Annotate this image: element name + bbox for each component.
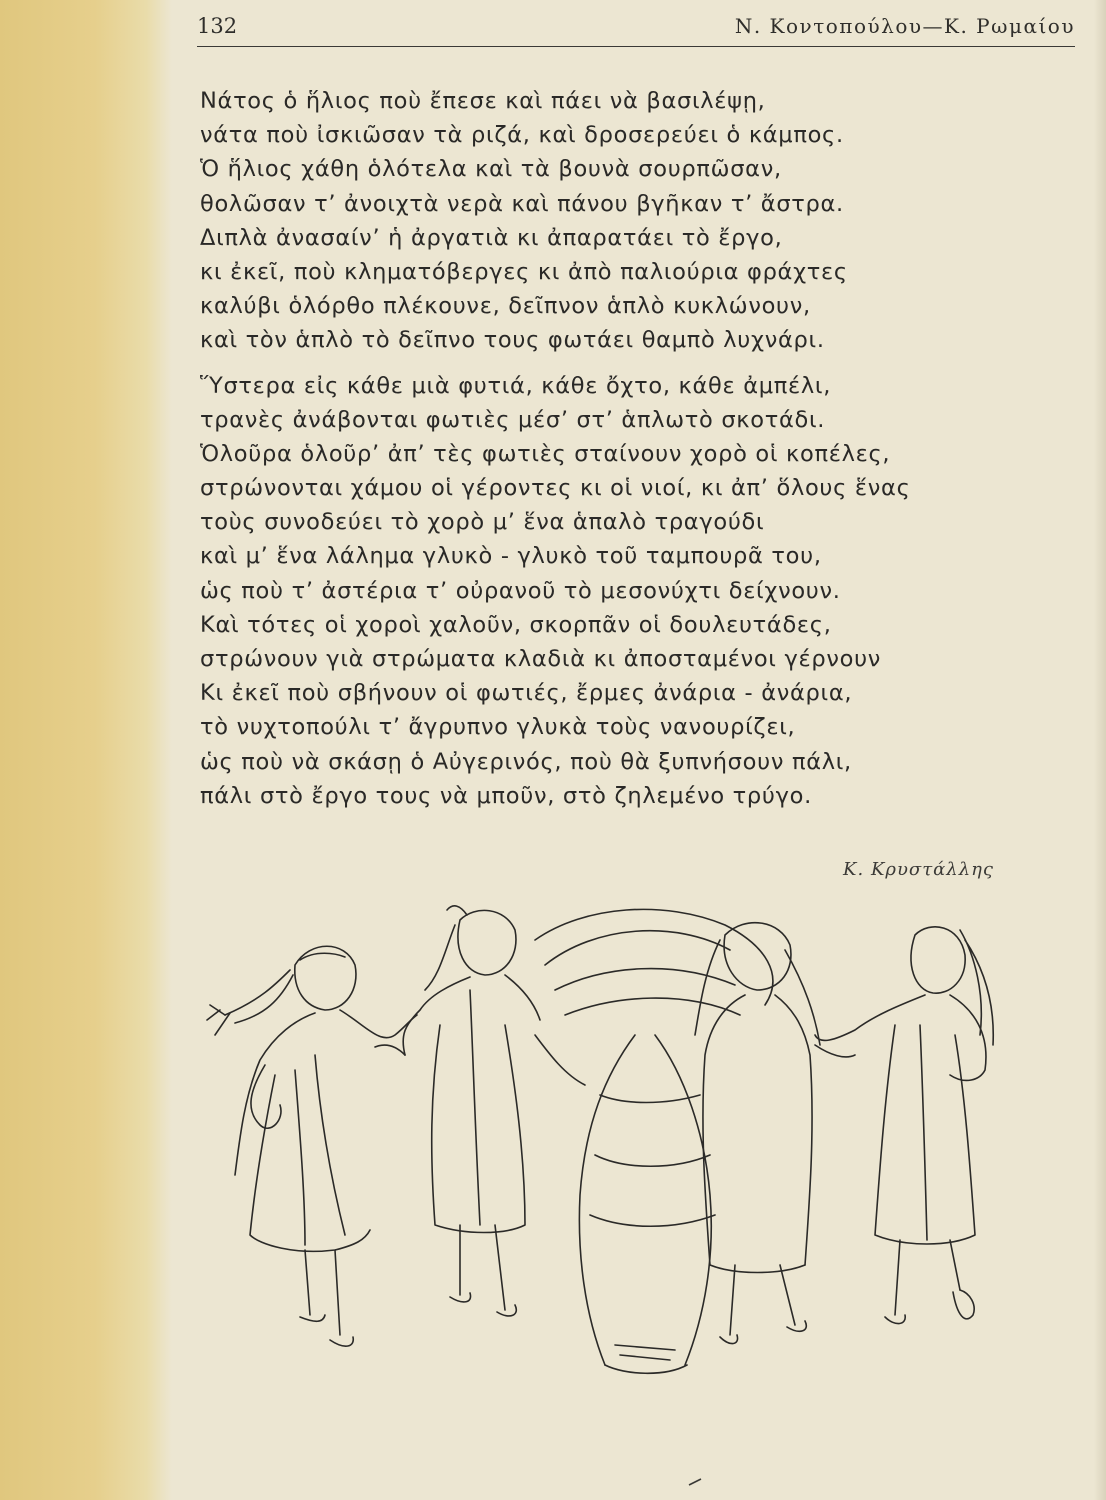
stanza-2	[200, 369, 1080, 813]
dancer-4	[695, 923, 855, 1344]
poem-line: τρανὲς ἀνάβονται φωτιὲς μέσ’ στ’ ἁπλωτὸ σκοτάδι.	[200, 406, 826, 433]
poem-line: στρώνονται χάμου οἱ γέροντες κι οἱ νιοί, κι ἀπ’ ὅλους ἕνας	[200, 475, 911, 502]
page-number: 132	[197, 14, 238, 38]
poem-line: στρώνουν γιὰ στρώματα κλαδιὰ κι ἀποσταμένοι γέρνουν	[200, 646, 882, 672]
poem-line: νάτα ποὺ ἰσκιῶσαν τὰ ριζά, καὶ δροσερεύει ὁ κάμπος.	[200, 122, 844, 149]
poem-line: θολῶσαν τ’ ἀνοιχτὰ νερὰ καὶ πάνου βγῆκαν τ’ ἄστρα.	[200, 190, 844, 217]
poem-line: Διπλὰ ἀνασαίν’ ἡ ἀργατιὰ κι ἀπαρατάει τὸ ἔργο,	[200, 224, 783, 251]
dancer-5	[815, 927, 993, 1324]
page-header	[197, 14, 1075, 47]
running-head: Ν. Κοντοπούλου—Κ. Ρωμαίου	[734, 14, 1075, 38]
poem-line: Ὁλοῦρα ὁλοῦρ’ ἀπ’ τὲς φωτιὲς σταίνουν χορὸ οἱ κοπέλες,	[200, 440, 891, 467]
poem-line: ὡς ποὺ νὰ σκάσῃ ὁ Αὐγερινός, ποὺ θὰ ξυπνήσουν πάλι,	[200, 748, 852, 775]
poem-line: καὶ μ’ ἕνα λάλημα γλυκὸ - γλυκὸ τοῦ ταμπουρᾶ του,	[200, 543, 822, 570]
poem-line: τὸ νυχτοπούλι τ’ ἄγρυπνο γλυκὰ τοὺς νανουρίζει,	[200, 714, 796, 741]
dancer-1	[207, 946, 417, 1346]
dancing-women-drawing-icon	[205, 895, 1035, 1390]
poem-line: Κι ἐκεῖ ποὺ σβήνουν οἱ φωτιές, ἔρμες ἀνάρια - ἀνάρια,	[200, 680, 853, 707]
poem-line: καὶ τὸν ἁπλὸ τὸ δεῖπνο τους φωτάει θαμπὸ λυχνάρι.	[200, 327, 825, 354]
poem-line: ὡς ποὺ τ’ ἀστέρια τ’ οὐρανοῦ τὸ μεσονύχτι δείχνουν.	[200, 577, 841, 604]
poem-line: τοὺς συνοδεύει τὸ χορὸ μ’ ἕνα ἁπαλὸ τραγούδι	[200, 509, 765, 536]
page-edge-right	[1094, 0, 1106, 1500]
page-mark	[688, 1478, 702, 1486]
poem-line: Ὕστερα εἰς κάθε μιὰ φυτιά, κάθε ὄχτο, κάθε ἀμπέλι,	[200, 372, 832, 399]
author-signature: Κ. Κρυστάλλης	[843, 859, 994, 880]
poem-line: Νάτος ὁ ἥλιος ποὺ ἔπεσε καὶ πάει νὰ βασιλέψῃ,	[200, 88, 766, 114]
dancer-2	[375, 906, 540, 1316]
page-edge-shadow	[0, 0, 172, 1500]
poem-line: Ὁ ἥλιος χάθη ὁλότελα καὶ τὰ βουνὰ σουρπῶσαν,	[200, 156, 782, 183]
poem	[200, 84, 1080, 824]
stanza-1	[200, 84, 1080, 358]
poem-line: κι ἐκεῖ, ποὺ κληματόβεργες κι ἀπὸ παλιούρια φράχτες	[200, 258, 848, 285]
poem-line: πάλι στὸ ἔργο τους νὰ μποῦν, στὸ ζηλεμένο τρύγο.	[200, 782, 812, 809]
poem-line: καλύβι ὁλόρθο πλέκουνε, δεῖπνον ἁπλὸ κυκλώνουν,	[200, 293, 811, 320]
poem-line: Καὶ τότες οἱ χοροὶ χαλοῦν, σκορπᾶν οἱ δουλευτάδες,	[200, 611, 832, 638]
